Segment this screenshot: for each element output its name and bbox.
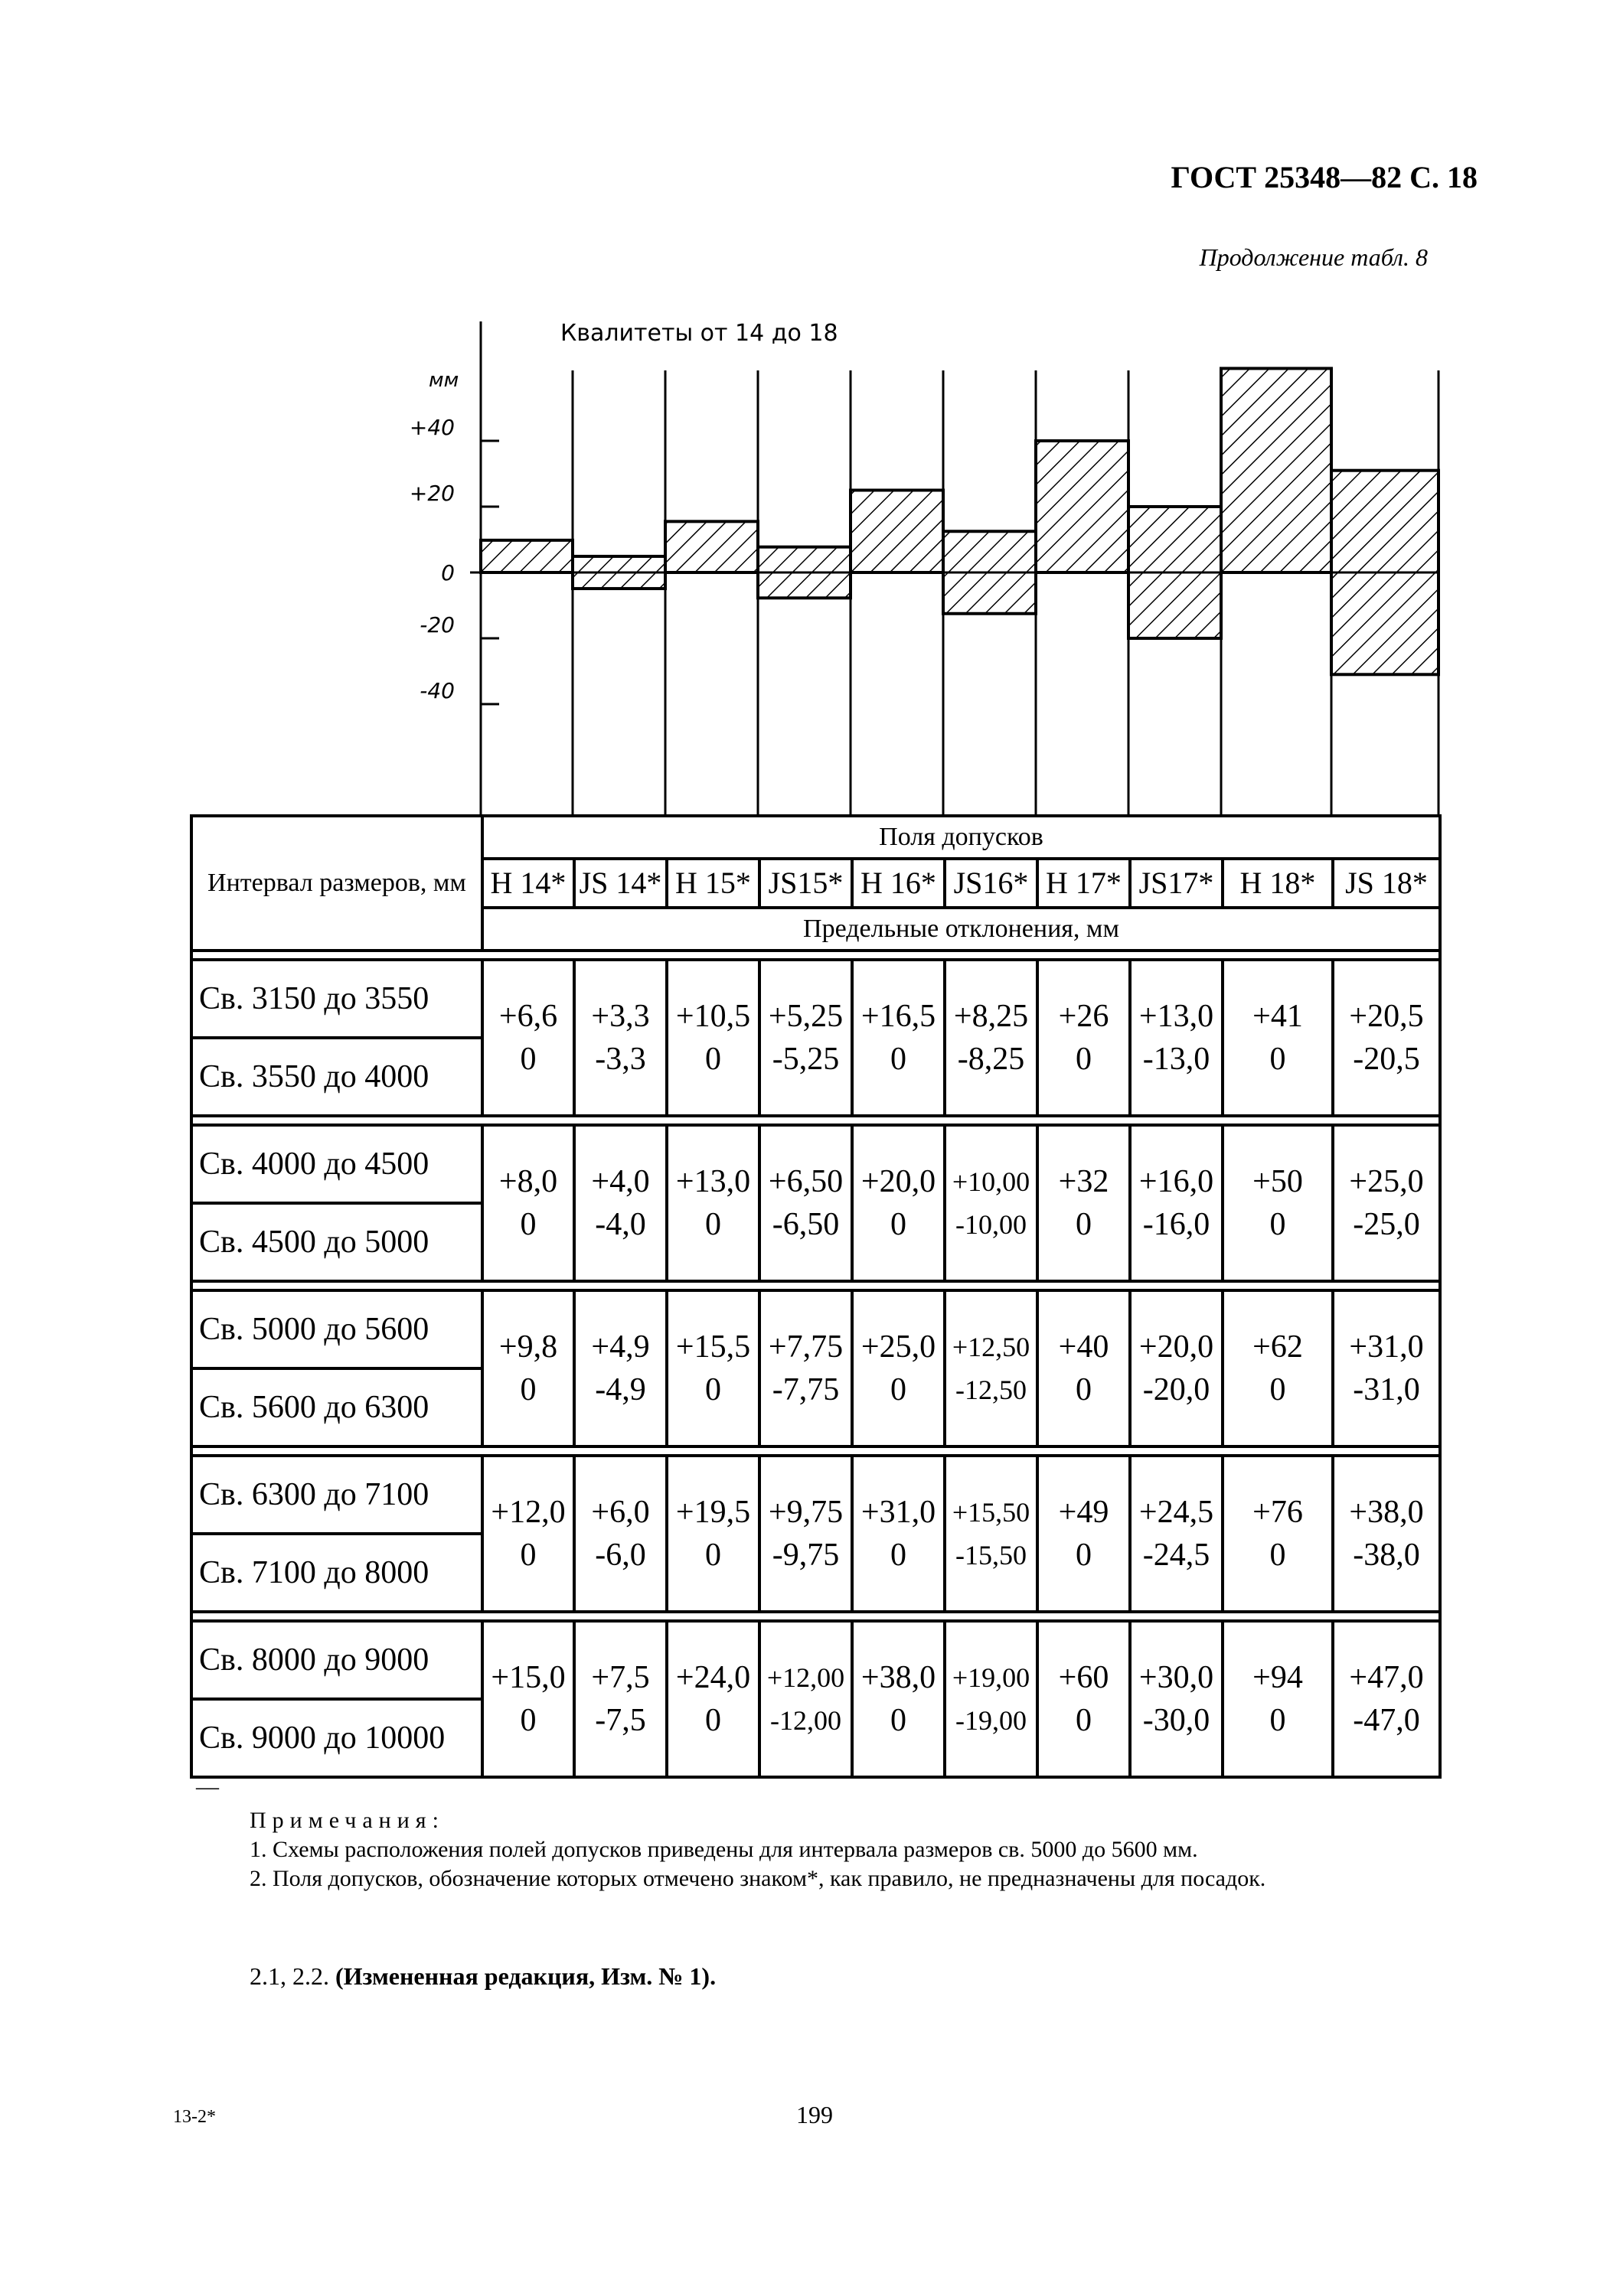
group-separator bbox=[191, 1446, 1440, 1456]
lower-deviation: -4,0 bbox=[595, 1207, 646, 1242]
deviation-cell bbox=[759, 1125, 852, 1281]
deviation-cell bbox=[1223, 1456, 1333, 1612]
upper-deviation: +25,0 bbox=[1349, 1164, 1424, 1199]
tolerance-bar-7 bbox=[1036, 441, 1128, 572]
lower-deviation: 0 bbox=[1269, 1042, 1286, 1077]
deviation-cell bbox=[482, 1621, 574, 1777]
upper-deviation: +4,0 bbox=[591, 1164, 650, 1199]
deviation-cell bbox=[759, 1290, 852, 1446]
lower-deviation: -7,75 bbox=[772, 1372, 840, 1407]
y-tick-label: -20 bbox=[420, 612, 455, 638]
diagram-title: Квалитеты от 14 до 18 bbox=[560, 320, 838, 347]
deviation-cell bbox=[1037, 1125, 1130, 1281]
deviation-cell bbox=[1223, 1621, 1333, 1777]
size-range-cell: Св. 5600 до 6300 bbox=[191, 1368, 482, 1446]
notes-heading: Примечания: bbox=[250, 1808, 445, 1833]
tolerance-bar-4 bbox=[758, 547, 851, 598]
lower-deviation: -15,50 bbox=[955, 1540, 1027, 1570]
field-header-5: H 16* bbox=[852, 859, 945, 908]
field-header-6: JS16* bbox=[945, 859, 1037, 908]
deviation-cell bbox=[482, 960, 574, 1116]
field-header-9: H 18* bbox=[1223, 859, 1333, 908]
upper-deviation: +6,50 bbox=[768, 1164, 844, 1199]
upper-deviation: +50 bbox=[1252, 1164, 1303, 1199]
deviation-cell bbox=[1130, 960, 1223, 1116]
tolerance-bar-10 bbox=[1331, 471, 1438, 675]
deviation-cell bbox=[945, 960, 1037, 1116]
size-range-cell: Св. 3150 до 3550 bbox=[191, 960, 482, 1038]
field-header-4: JS15* bbox=[759, 859, 852, 908]
lower-deviation: 0 bbox=[705, 1207, 721, 1242]
deviation-cell bbox=[1130, 1290, 1223, 1446]
group-separator bbox=[191, 1116, 1440, 1125]
upper-deviation: +9,75 bbox=[768, 1495, 844, 1530]
deviation-cell bbox=[1333, 1290, 1440, 1446]
fields-header: Поля допусков bbox=[482, 816, 1440, 859]
upper-deviation: +7,5 bbox=[591, 1660, 650, 1695]
amendment-line bbox=[250, 1962, 716, 1991]
y-tick-label: +20 bbox=[409, 481, 455, 506]
y-tick-label: -40 bbox=[420, 678, 455, 703]
deviation-cell bbox=[945, 1125, 1037, 1281]
upper-deviation: +15,50 bbox=[952, 1497, 1030, 1528]
amendment-prefix: 2.1, 2.2. bbox=[250, 1962, 329, 1990]
lower-deviation: 0 bbox=[1269, 1207, 1286, 1242]
tolerance-bar-2 bbox=[573, 556, 665, 589]
lower-deviation: 0 bbox=[1076, 1703, 1092, 1738]
deviation-cell bbox=[852, 1290, 945, 1446]
deviation-cell bbox=[945, 1621, 1037, 1777]
lower-deviation: -7,5 bbox=[595, 1703, 646, 1738]
upper-deviation: +16,0 bbox=[1138, 1164, 1214, 1199]
y-tick-label: +40 bbox=[409, 415, 455, 440]
deviation-cell bbox=[1333, 1125, 1440, 1281]
lower-deviation: -9,75 bbox=[772, 1538, 840, 1573]
upper-deviation: +6,6 bbox=[498, 999, 558, 1034]
lower-deviation: 0 bbox=[1076, 1538, 1092, 1573]
document-header-title: ГОСТ 25348—82 С. 18 bbox=[1171, 160, 1478, 194]
tolerance-bar-3 bbox=[665, 521, 758, 572]
lower-deviation: -12,50 bbox=[955, 1375, 1027, 1405]
tolerance-field-diagram bbox=[0, 0, 1623, 827]
lower-deviation: 0 bbox=[705, 1042, 721, 1077]
tolerance-bar-5 bbox=[851, 491, 943, 573]
lower-deviation: -16,0 bbox=[1142, 1207, 1210, 1242]
upper-deviation: +49 bbox=[1058, 1495, 1109, 1530]
deviations-header: Предельные отклонения, мм bbox=[482, 908, 1440, 951]
field-header-3: H 15* bbox=[667, 859, 759, 908]
size-range-cell: Св. 7100 до 8000 bbox=[191, 1534, 482, 1612]
upper-deviation: +16,5 bbox=[860, 999, 936, 1034]
upper-deviation: +12,00 bbox=[766, 1662, 845, 1693]
lower-deviation: -20,0 bbox=[1142, 1372, 1210, 1407]
footer-sheet-code: 13-2* bbox=[173, 2107, 216, 2127]
size-range-cell: Св. 6300 до 7100 bbox=[191, 1456, 482, 1534]
size-range-cell: Св. 9000 до 10000 bbox=[191, 1699, 482, 1777]
deviation-cell bbox=[852, 960, 945, 1116]
tolerance-table bbox=[190, 814, 1442, 1779]
deviation-cell bbox=[667, 960, 759, 1116]
field-header-7: H 17* bbox=[1037, 859, 1130, 908]
upper-deviation: +4,9 bbox=[591, 1329, 650, 1365]
lower-deviation: -10,00 bbox=[955, 1209, 1027, 1240]
upper-deviation: +6,0 bbox=[591, 1495, 650, 1530]
upper-deviation: +62 bbox=[1252, 1329, 1303, 1365]
upper-deviation: +15,0 bbox=[491, 1660, 566, 1695]
deviation-cell bbox=[667, 1456, 759, 1612]
lower-deviation: 0 bbox=[705, 1538, 721, 1573]
page-number: 199 bbox=[796, 2101, 833, 2128]
lower-deviation: -6,50 bbox=[772, 1207, 840, 1242]
amendment-bold: (Измененная редакция, Изм. № 1). bbox=[335, 1962, 717, 1990]
lower-deviation: 0 bbox=[890, 1703, 906, 1738]
table-row bbox=[191, 1125, 1440, 1203]
deviation-cell bbox=[1037, 1290, 1130, 1446]
tolerance-bar-6 bbox=[943, 531, 1036, 614]
lower-deviation: -20,5 bbox=[1353, 1042, 1420, 1077]
deviation-cell bbox=[482, 1456, 574, 1612]
notes-separator: — bbox=[196, 1774, 219, 1799]
tolerance-bar-8 bbox=[1128, 507, 1221, 638]
lower-deviation: 0 bbox=[890, 1372, 906, 1407]
upper-deviation: +60 bbox=[1058, 1660, 1109, 1695]
upper-deviation: +8,0 bbox=[498, 1164, 558, 1199]
lower-deviation: 0 bbox=[1269, 1703, 1286, 1738]
lower-deviation: 0 bbox=[890, 1538, 906, 1573]
upper-deviation: +38,0 bbox=[1349, 1495, 1424, 1530]
upper-deviation: +9,8 bbox=[498, 1329, 558, 1365]
tolerance-bar-9 bbox=[1221, 368, 1331, 572]
lower-deviation: 0 bbox=[1269, 1372, 1286, 1407]
lower-deviation: -4,9 bbox=[595, 1372, 646, 1407]
field-header-10: JS 18* bbox=[1333, 859, 1440, 908]
note-item-2: 2. Поля допусков, обозначение которых отмечено знаком*, как правило, не предназначены для посадок. bbox=[250, 1866, 1266, 1891]
lower-deviation: -12,00 bbox=[770, 1705, 841, 1736]
deviation-cell bbox=[852, 1456, 945, 1612]
lower-deviation: -24,5 bbox=[1142, 1538, 1210, 1573]
deviation-cell bbox=[574, 960, 667, 1116]
upper-deviation: +13,0 bbox=[675, 1164, 751, 1199]
upper-deviation: +38,0 bbox=[860, 1660, 936, 1695]
diagram-bars bbox=[481, 368, 1438, 674]
y-axis-unit-label: мм bbox=[429, 369, 459, 392]
deviation-cell bbox=[1130, 1125, 1223, 1281]
lower-deviation: -47,0 bbox=[1353, 1703, 1420, 1738]
deviation-cell bbox=[482, 1125, 574, 1281]
lower-deviation: 0 bbox=[1076, 1042, 1092, 1077]
upper-deviation: +10,5 bbox=[675, 999, 751, 1034]
lower-deviation: -31,0 bbox=[1353, 1372, 1420, 1407]
group-separator bbox=[191, 951, 1440, 960]
tolerance-bar-1 bbox=[481, 540, 573, 572]
deviation-cell bbox=[667, 1125, 759, 1281]
upper-deviation: +20,0 bbox=[1138, 1329, 1214, 1365]
deviation-cell bbox=[852, 1621, 945, 1777]
upper-deviation: +20,5 bbox=[1349, 999, 1424, 1034]
table-row bbox=[191, 1456, 1440, 1534]
lower-deviation: 0 bbox=[520, 1538, 537, 1573]
lower-deviation: -3,3 bbox=[595, 1042, 646, 1077]
interval-header: Интервал размеров, мм bbox=[191, 816, 482, 951]
lower-deviation: -5,25 bbox=[772, 1042, 840, 1077]
lower-deviation: -6,0 bbox=[595, 1538, 646, 1573]
deviation-cell bbox=[759, 1621, 852, 1777]
size-range-cell: Св. 4000 до 4500 bbox=[191, 1125, 482, 1203]
lower-deviation: 0 bbox=[1076, 1372, 1092, 1407]
upper-deviation: +31,0 bbox=[860, 1495, 936, 1530]
deviation-cell bbox=[667, 1290, 759, 1446]
lower-deviation: 0 bbox=[705, 1372, 721, 1407]
deviation-cell bbox=[1130, 1456, 1223, 1612]
field-header-8: JS17* bbox=[1130, 859, 1223, 908]
upper-deviation: +26 bbox=[1058, 999, 1109, 1034]
group-separator bbox=[191, 1612, 1440, 1621]
upper-deviation: +47,0 bbox=[1349, 1660, 1424, 1695]
size-range-cell: Св. 4500 до 5000 bbox=[191, 1203, 482, 1281]
upper-deviation: +13,0 bbox=[1138, 999, 1214, 1034]
deviation-cell bbox=[574, 1621, 667, 1777]
deviation-cell bbox=[1037, 1456, 1130, 1612]
deviation-cell bbox=[1223, 960, 1333, 1116]
size-range-cell: Св. 5000 до 5600 bbox=[191, 1290, 482, 1368]
lower-deviation: -19,00 bbox=[955, 1705, 1027, 1736]
upper-deviation: +24,0 bbox=[675, 1660, 751, 1695]
table-row bbox=[191, 1621, 1440, 1699]
upper-deviation: +5,25 bbox=[768, 999, 844, 1034]
deviation-cell bbox=[1130, 1621, 1223, 1777]
upper-deviation: +41 bbox=[1252, 999, 1303, 1034]
field-header-1: H 14* bbox=[482, 859, 574, 908]
deviation-cell bbox=[945, 1456, 1037, 1612]
upper-deviation: +8,25 bbox=[953, 999, 1029, 1034]
deviation-cell bbox=[1037, 1621, 1130, 1777]
note-item-1: 1. Схемы расположения полей допусков приведены для интервала размеров св. 5000 до 5600 мм. bbox=[250, 1837, 1198, 1862]
lower-deviation: 0 bbox=[1269, 1538, 1286, 1573]
deviation-cell bbox=[1333, 1456, 1440, 1612]
deviation-cell bbox=[759, 960, 852, 1116]
size-range-cell: Св. 8000 до 9000 bbox=[191, 1621, 482, 1699]
deviation-cell bbox=[852, 1125, 945, 1281]
upper-deviation: +40 bbox=[1058, 1329, 1109, 1365]
deviation-cell bbox=[759, 1456, 852, 1612]
upper-deviation: +32 bbox=[1058, 1164, 1109, 1199]
upper-deviation: +31,0 bbox=[1349, 1329, 1424, 1365]
group-separator bbox=[191, 1281, 1440, 1290]
upper-deviation: +76 bbox=[1252, 1495, 1303, 1530]
lower-deviation: -8,25 bbox=[957, 1042, 1025, 1077]
lower-deviation: 0 bbox=[520, 1207, 537, 1242]
upper-deviation: +30,0 bbox=[1138, 1660, 1214, 1695]
upper-deviation: +10,00 bbox=[952, 1166, 1030, 1197]
upper-deviation: +25,0 bbox=[860, 1329, 936, 1365]
deviation-cell bbox=[482, 1290, 574, 1446]
lower-deviation: -13,0 bbox=[1142, 1042, 1210, 1077]
upper-deviation: +3,3 bbox=[591, 999, 650, 1034]
upper-deviation: +19,00 bbox=[952, 1662, 1030, 1693]
deviation-cell bbox=[1037, 960, 1130, 1116]
lower-deviation: 0 bbox=[520, 1703, 537, 1738]
deviation-cell bbox=[1333, 960, 1440, 1116]
deviation-cell bbox=[667, 1621, 759, 1777]
table-row bbox=[191, 960, 1440, 1038]
upper-deviation: +12,50 bbox=[952, 1332, 1030, 1362]
lower-deviation: 0 bbox=[890, 1207, 906, 1242]
y-tick-label: 0 bbox=[441, 560, 455, 585]
lower-deviation: -30,0 bbox=[1142, 1703, 1210, 1738]
lower-deviation: 0 bbox=[520, 1372, 537, 1407]
upper-deviation: +19,5 bbox=[675, 1495, 751, 1530]
table-row bbox=[191, 1290, 1440, 1368]
lower-deviation: -25,0 bbox=[1353, 1207, 1420, 1242]
notes-section bbox=[173, 1806, 1421, 1893]
deviation-cell bbox=[574, 1456, 667, 1612]
upper-deviation: +24,5 bbox=[1138, 1495, 1214, 1530]
deviation-cell bbox=[1333, 1621, 1440, 1777]
deviation-cell bbox=[1223, 1125, 1333, 1281]
upper-deviation: +7,75 bbox=[768, 1329, 844, 1365]
upper-deviation: +12,0 bbox=[491, 1495, 566, 1530]
lower-deviation: 0 bbox=[705, 1703, 721, 1738]
upper-deviation: +20,0 bbox=[860, 1164, 936, 1199]
lower-deviation: 0 bbox=[890, 1042, 906, 1077]
lower-deviation: 0 bbox=[520, 1042, 537, 1077]
deviation-cell bbox=[574, 1125, 667, 1281]
upper-deviation: +94 bbox=[1252, 1660, 1303, 1695]
field-header-2: JS 14* bbox=[574, 859, 667, 908]
lower-deviation: 0 bbox=[1076, 1207, 1092, 1242]
size-range-cell: Св. 3550 до 4000 bbox=[191, 1038, 482, 1116]
deviation-cell bbox=[945, 1290, 1037, 1446]
lower-deviation: -38,0 bbox=[1353, 1538, 1420, 1573]
table-continuation-label: Продолжение табл. 8 bbox=[1199, 243, 1428, 271]
deviation-cell bbox=[1223, 1290, 1333, 1446]
deviation-cell bbox=[574, 1290, 667, 1446]
upper-deviation: +15,5 bbox=[675, 1329, 751, 1365]
